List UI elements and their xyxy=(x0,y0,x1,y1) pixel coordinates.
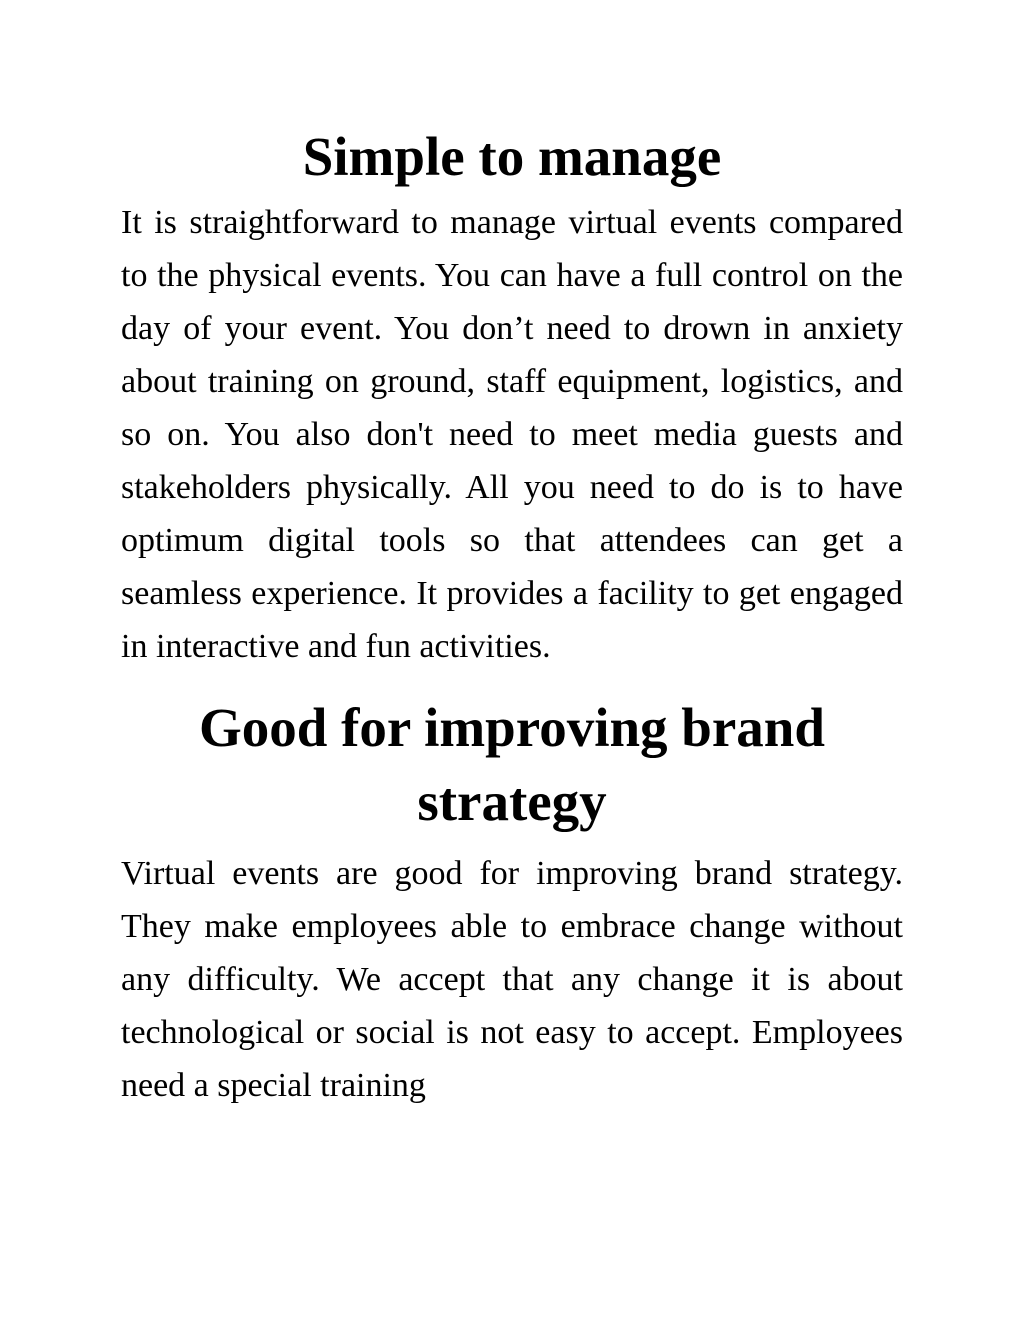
document-page xyxy=(121,122,903,1112)
section-heading-brand-strategy: Good for improving brand strategy xyxy=(198,697,825,832)
section-paragraph-brand-strategy: Virtual events are good for improving brand strategy. They make employees able to embrace change without any difficulty. We accept that any change it is about technological or social is not easy to accept. Employees need a special training xyxy=(121,855,903,1104)
section-heading-simple-to-manage: Simple to manage xyxy=(302,126,722,187)
section-paragraph-simple-to-manage: It is straightforward to manage virtual events compared to the physical events. You can have a full control on the day of your event. You don’t need to drown in anxiety about training on ground, staff equipment, logistics, and so on. You also don't need to meet media guests and stakeholders physically. All you need to do is to have optimum digital tools so that attendees can get a seamless experience. It provides a facility to get engaged in interactive and fun activities. xyxy=(121,204,903,665)
